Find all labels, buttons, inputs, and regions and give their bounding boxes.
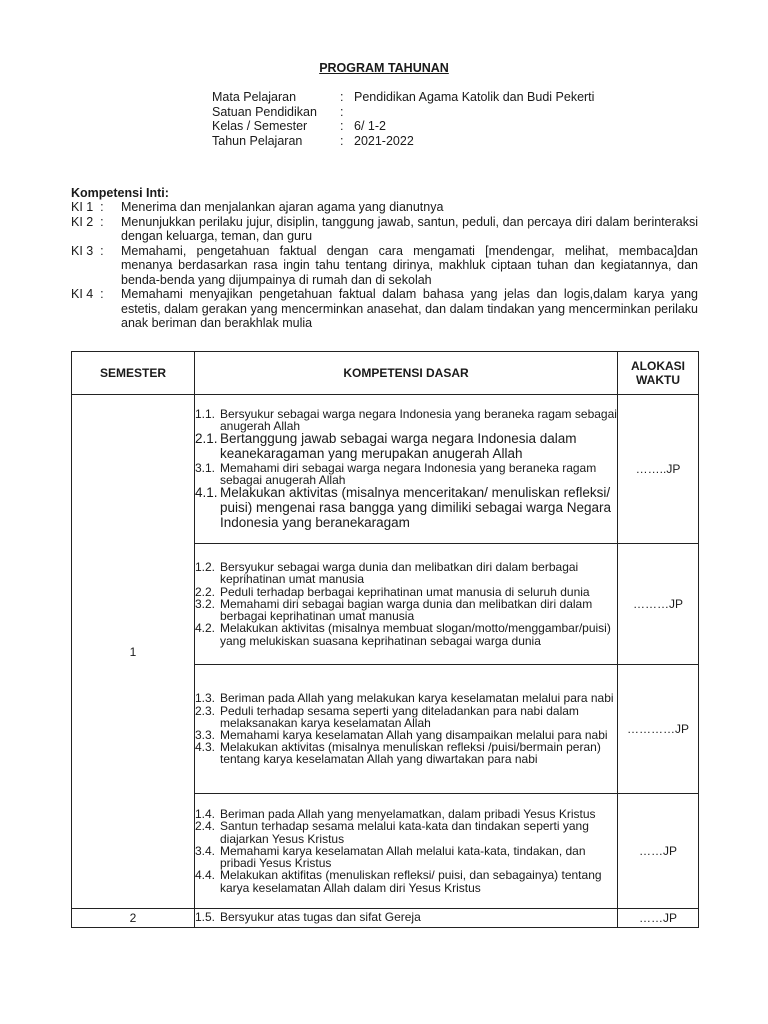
- kd-item: [195, 432, 617, 462]
- meta-row: [212, 119, 594, 134]
- kd-item: [195, 622, 617, 646]
- kd-item: [195, 692, 617, 704]
- meta-value: Pendidikan Agama Katolik dan Budi Pekerti: [354, 90, 595, 104]
- table-header-row: [72, 352, 699, 395]
- kd-text: Melakukan aktivitas (misalnya menuliskan refleksi /puisi/bermain peran) tentang karya keselamatan Allah yang diwartakan para nabi: [220, 740, 601, 767]
- kd-text: Melakukan aktifitas (menuliskan refleksi/ puisi, dan sebagainya) tentang karya keselamatan Allah dalam diri Yesus Kristus: [220, 868, 602, 895]
- kd-item: [195, 486, 617, 530]
- kd-text: Memahami karya keselamatan Allah melalui kata-kata, tindakan, dan pribadi Yesus Kristus: [220, 843, 586, 871]
- meta-colon: :: [340, 90, 344, 104]
- kd-text: Bersyukur sebagai warga dunia dan melibatkan diri dalam berbagai keprihatinan umat manusia: [220, 560, 579, 587]
- kd-text: Beriman pada Allah yang menyelamatkan, dalam pribadi Yesus Kristus: [220, 807, 596, 822]
- ki-text: Menunjukkan perilaku jujur, disiplin, tanggung jawab, santun, peduli, dan percaya diri dalam berinteraksi dengan keluarga, teman, dan guru: [121, 214, 698, 243]
- kd-text: Melakukan aktivitas (misalnya membuat slogan/motto/menggambar/puisi) yang melukiskan suasana keprihatinan sebagai warga dunia: [220, 621, 611, 648]
- ki-text: Memahami, pengetahuan faktual dengan cara mengamati [mendengar, melihat, membaca]dan menanya berdasarkan rasa ingin tahu tentang dirinya, makhluk ciptaan tuhan dan kegiatannya, dan benda-benda yang dijumpainya di rumah dan di sekolah: [121, 243, 698, 287]
- ki-item: [71, 287, 698, 331]
- meta-label: Mata Pelajaran: [212, 90, 297, 104]
- kd-item: [195, 408, 617, 432]
- ki-label: KI 4 :: [71, 287, 104, 301]
- meta-label: Satuan Pendidikan: [212, 104, 317, 119]
- alokasi-cell: ………JP: [618, 544, 699, 665]
- kd-number: 1.5.: [195, 909, 216, 924]
- ki-label: KI 1 :: [71, 200, 104, 214]
- header-kompetensi-dasar: KOMPETENSI DASAR: [195, 352, 618, 395]
- kd-text: Melakukan aktivitas (misalnya menceritakan/ menuliskan refleksi/ puisi) mengenai rasa bangga yang dimiliki sebagai warga Negara Indonesia yang beranekaragam: [220, 485, 611, 530]
- kd-number: 1.3.: [195, 691, 216, 706]
- kd-cell: [195, 544, 618, 665]
- meta-row: [212, 105, 594, 120]
- kd-text: Bersyukur atas tugas dan sifat Gereja: [220, 909, 421, 924]
- kd-number: 2.1.: [195, 431, 218, 446]
- meta-value: 6/ 1-2: [354, 119, 386, 134]
- ki-list: [71, 200, 698, 331]
- kd-item: [195, 561, 617, 585]
- meta-label: Tahun Pelajaran: [212, 133, 303, 148]
- alokasi-cell: ……JP: [618, 794, 699, 909]
- meta-row: [212, 90, 594, 105]
- kd-number: 4.4.: [195, 868, 216, 883]
- alokasi-cell: ……JP: [618, 909, 699, 928]
- kd-item: [195, 820, 617, 844]
- kd-number: 1.1.: [195, 406, 216, 421]
- meta-colon: :: [340, 133, 344, 148]
- kd-number: 4.3.: [195, 740, 216, 755]
- table-row: [72, 395, 699, 544]
- ki-item: [71, 244, 698, 288]
- ki-item: [71, 200, 698, 215]
- ki-heading: Kompetensi Inti:: [71, 186, 169, 200]
- kd-number: 3.1.: [195, 460, 216, 475]
- kd-text: Memahami diri sebagai bagian warga dunia dan melibatkan diri dalam berbagai keprihatinan umat manusia: [220, 596, 593, 624]
- kd-number: 3.3.: [195, 728, 216, 742]
- semester-cell: 2: [72, 909, 195, 928]
- ki-text: Menerima dan menjalankan ajaran agama yang dianutnya: [121, 200, 444, 214]
- meta-colon: :: [340, 104, 344, 119]
- kd-text: Memahami karya keselamatan Allah yang disampaikan melalui para nabi: [220, 728, 608, 742]
- kd-text: Memahami diri sebagai warga negara Indonesia yang beraneka ragam sebagai anugerah Allah: [220, 460, 597, 487]
- title-text: PROGRAM TAHUNAN: [319, 61, 449, 75]
- alokasi-cell: …………JP: [618, 665, 699, 794]
- kd-cell: [195, 909, 618, 928]
- kd-text: Bersyukur sebagai warga negara Indonesia yang beraneka ragam sebagai anugerah Allah: [220, 406, 617, 433]
- kd-number: 3.2.: [195, 596, 216, 611]
- ki-label: KI 3 :: [71, 243, 104, 258]
- kd-item: [195, 911, 617, 923]
- alokasi-cell: ……..JP: [618, 395, 699, 544]
- kd-cell: [195, 395, 618, 544]
- kd-text: Peduli terhadap berbagai keprihatinan umat manusia di seluruh dunia: [220, 584, 590, 599]
- meta-label: Kelas / Semester: [212, 119, 308, 134]
- kd-number: 2.3.: [195, 703, 216, 718]
- kd-item: [195, 741, 617, 765]
- kd-number: 1.4.: [195, 807, 216, 822]
- ki-label: KI 2 :: [71, 214, 104, 229]
- kd-item: [195, 845, 617, 869]
- meta-row: [212, 134, 594, 149]
- subject-info: [212, 90, 594, 148]
- competency-table: [71, 351, 699, 928]
- kd-number: 2.2.: [195, 584, 216, 599]
- kd-text: Santun terhadap sesama melalui kata-kata dan tindakan seperti yang diajarkan Yesus Kristus: [220, 819, 589, 846]
- kd-text: Beriman pada Allah yang melakukan karya keselamatan melalui para nabi: [220, 691, 614, 706]
- semester-cell: 1: [72, 395, 195, 909]
- meta-colon: :: [340, 119, 344, 134]
- meta-value: 2021-2022: [354, 133, 414, 148]
- kd-text: Peduli terhadap sesama seperti yang diteladankan para nabi dalam melaksanakan karya keselamatan Allah: [220, 703, 579, 730]
- kd-cell: [195, 794, 618, 909]
- document-title: [0, 61, 768, 75]
- kd-number: 4.2.: [195, 621, 216, 636]
- kd-item: [195, 869, 617, 893]
- kd-number: 3.4.: [195, 843, 216, 858]
- kd-number: 2.4.: [195, 819, 216, 834]
- kd-text: Bertanggung jawab sebagai warga negara Indonesia dalam keanekaragaman yang merupakan anugerah Allah: [220, 431, 577, 461]
- kd-cell: [195, 665, 618, 794]
- ki-text: Memahami menyajikan pengetahuan faktual dalam bahasa yang jelas dan logis,dalam karya yang estetis, dalam gerakan yang mencerminkan anasehat, dan dalam tindakan yang mencerminkan perilaku anak beriman dan berakhlak mulia: [121, 287, 698, 330]
- header-semester: SEMESTER: [72, 352, 195, 395]
- header-alokasi-waktu: ALOKASI WAKTU: [618, 352, 699, 395]
- kd-item: [195, 462, 617, 486]
- table-row: [72, 909, 699, 928]
- kd-number: 1.2.: [195, 560, 216, 575]
- ki-item: [71, 215, 698, 244]
- kd-number: 4.1.: [195, 485, 218, 500]
- kd-item: [195, 598, 617, 622]
- kd-item: [195, 705, 617, 729]
